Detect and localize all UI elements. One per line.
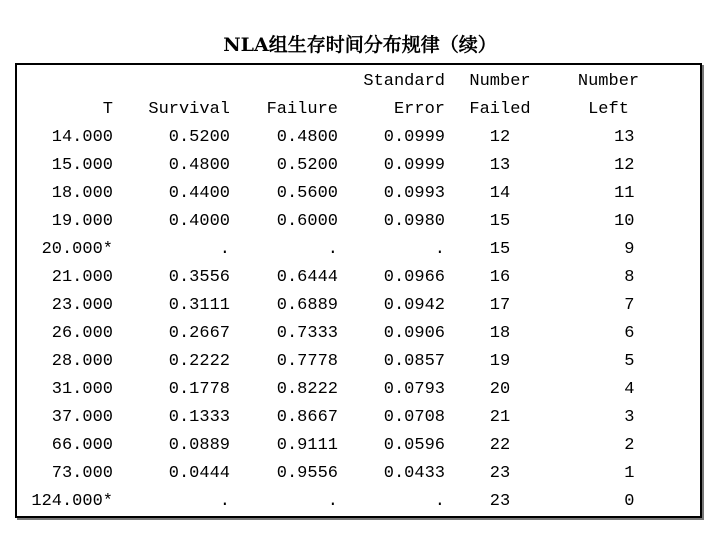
cell-survival: 0.4800 xyxy=(168,156,230,175)
header-survival-top xyxy=(113,68,230,96)
cell-survival: 0.2222 xyxy=(168,352,230,371)
cell-number-left xyxy=(555,320,662,348)
cell-number-left-value: 13 xyxy=(614,128,635,147)
cell-failure: 0.9111 xyxy=(276,436,338,455)
header-std-error: Error xyxy=(393,100,445,119)
cell-number-left xyxy=(555,264,662,292)
cell-std-error: 0.0793 xyxy=(383,380,445,399)
table-row xyxy=(15,460,662,488)
cell-number-left xyxy=(555,292,662,320)
survival-table xyxy=(15,68,662,516)
cell-failure: 0.8667 xyxy=(276,408,338,427)
cell-number-failed: 12 xyxy=(489,128,511,147)
cell-std-error: 0.0993 xyxy=(383,184,445,203)
cell-number-left-value: 2 xyxy=(624,436,635,455)
cell-survival: 0.4400 xyxy=(168,184,230,203)
cell-number-failed: 15 xyxy=(489,240,511,259)
cell-std-error: 0.0942 xyxy=(383,296,445,315)
cell-number-left xyxy=(555,488,662,516)
cell-survival: 0.1778 xyxy=(168,380,230,399)
cell-t: 37.000 xyxy=(51,408,113,427)
table-row xyxy=(15,236,662,264)
header-number-left: Left xyxy=(588,100,629,119)
cell-std-error: 0.0433 xyxy=(383,464,445,483)
cell-t: 66.000 xyxy=(51,436,113,455)
cell-number-left-value: 5 xyxy=(624,352,635,371)
cell-t: 21.000 xyxy=(51,268,113,287)
cell-survival: 0.5200 xyxy=(168,128,230,147)
header-t: T xyxy=(102,100,113,119)
cell-survival: . xyxy=(219,492,230,511)
page-title: NLA组生存时间分布规律（续） xyxy=(223,34,497,56)
header-number-failed-top: Number xyxy=(469,72,531,91)
cell-number-left-value: 1 xyxy=(624,464,635,483)
cell-number-left xyxy=(555,124,662,152)
cell-number-failed: 20 xyxy=(489,380,511,399)
cell-number-failed: 14 xyxy=(489,184,511,203)
cell-failure: 0.7333 xyxy=(276,324,338,343)
cell-number-failed: 18 xyxy=(489,324,511,343)
cell-number-failed: 13 xyxy=(489,156,511,175)
cell-failure: 0.8222 xyxy=(276,380,338,399)
cell-t: 14.000 xyxy=(51,128,113,147)
cell-number-left-value: 12 xyxy=(614,156,635,175)
cell-number-left-value: 6 xyxy=(624,324,635,343)
cell-number-left-value: 3 xyxy=(624,408,635,427)
cell-std-error: 0.0708 xyxy=(383,408,445,427)
table-row xyxy=(15,180,662,208)
cell-number-left xyxy=(555,208,662,236)
cell-t: 19.000 xyxy=(51,212,113,231)
cell-number-left-value: 0 xyxy=(624,492,635,511)
cell-number-failed: 23 xyxy=(489,464,511,483)
cell-survival: 0.0889 xyxy=(168,436,230,455)
table-body xyxy=(15,124,662,516)
cell-survival: 0.0444 xyxy=(168,464,230,483)
cell-number-left xyxy=(555,432,662,460)
cell-failure: 0.7778 xyxy=(276,352,338,371)
table-row xyxy=(15,152,662,180)
cell-t: 31.000 xyxy=(51,380,113,399)
table-row xyxy=(15,320,662,348)
table-row xyxy=(15,264,662,292)
table-row xyxy=(15,488,662,516)
header-number-failed: Failed xyxy=(469,100,531,119)
cell-std-error: 0.0966 xyxy=(383,268,445,287)
cell-number-left xyxy=(555,348,662,376)
cell-t: 26.000 xyxy=(51,324,113,343)
cell-std-error: . xyxy=(434,240,445,259)
cell-t: 124.000* xyxy=(31,492,113,511)
cell-std-error: 0.0999 xyxy=(383,128,445,147)
cell-std-error: 0.0596 xyxy=(383,436,445,455)
cell-failure: . xyxy=(327,240,338,259)
header-number-left-top: Number xyxy=(577,72,640,91)
cell-t: 23.000 xyxy=(51,296,113,315)
cell-number-failed: 23 xyxy=(489,492,511,511)
table-row xyxy=(15,292,662,320)
cell-number-failed: 21 xyxy=(489,408,511,427)
cell-number-failed: 22 xyxy=(489,436,511,455)
table-row xyxy=(15,404,662,432)
cell-std-error: 0.0980 xyxy=(383,212,445,231)
table-row xyxy=(15,376,662,404)
cell-survival: 0.1333 xyxy=(168,408,230,427)
cell-number-left-value: 11 xyxy=(614,184,635,203)
cell-failure: 0.6889 xyxy=(276,296,338,315)
cell-number-failed: 19 xyxy=(489,352,511,371)
header-row-top xyxy=(15,68,662,96)
cell-failure: 0.4800 xyxy=(276,128,338,147)
cell-number-left-value: 10 xyxy=(614,212,635,231)
cell-number-left-value: 7 xyxy=(624,296,635,315)
cell-survival: 0.3556 xyxy=(168,268,230,287)
cell-std-error: 0.0906 xyxy=(383,324,445,343)
table-row xyxy=(15,432,662,460)
header-survival: Survival xyxy=(148,100,230,119)
cell-number-failed: 17 xyxy=(489,296,511,315)
cell-number-left-value: 4 xyxy=(624,380,635,399)
header-failure-top xyxy=(230,68,338,96)
cell-number-left xyxy=(555,376,662,404)
cell-survival: 0.3111 xyxy=(168,296,230,315)
cell-failure: 0.5600 xyxy=(276,184,338,203)
cell-std-error: . xyxy=(434,492,445,511)
cell-number-left xyxy=(555,152,662,180)
cell-failure: 0.5200 xyxy=(276,156,338,175)
cell-failure: 0.6000 xyxy=(276,212,338,231)
header-row-bottom xyxy=(15,96,662,124)
cell-survival: 0.4000 xyxy=(168,212,230,231)
header-std-error-top: Standard xyxy=(363,72,445,91)
cell-failure: 0.9556 xyxy=(276,464,338,483)
cell-std-error: 0.0999 xyxy=(383,156,445,175)
cell-survival: 0.2667 xyxy=(168,324,230,343)
cell-t: 15.000 xyxy=(51,156,113,175)
cell-t: 73.000 xyxy=(51,464,113,483)
table-header xyxy=(15,68,662,124)
cell-number-left-value: 9 xyxy=(624,240,635,259)
cell-survival: . xyxy=(219,240,230,259)
cell-failure: 0.6444 xyxy=(276,268,338,287)
cell-number-left-value: 8 xyxy=(624,268,635,287)
cell-failure: . xyxy=(327,492,338,511)
cell-number-left xyxy=(555,236,662,264)
cell-number-failed: 16 xyxy=(489,268,511,287)
table-row xyxy=(15,124,662,152)
header-failure: Failure xyxy=(266,100,338,119)
table-row xyxy=(15,208,662,236)
header-t-top xyxy=(15,68,113,96)
cell-number-left xyxy=(555,460,662,488)
cell-number-left xyxy=(555,404,662,432)
cell-number-left xyxy=(555,180,662,208)
cell-t: 28.000 xyxy=(51,352,113,371)
cell-number-failed: 15 xyxy=(489,212,511,231)
cell-t: 20.000* xyxy=(41,240,113,259)
cell-t: 18.000 xyxy=(51,184,113,203)
table-row xyxy=(15,348,662,376)
cell-std-error: 0.0857 xyxy=(383,352,445,371)
